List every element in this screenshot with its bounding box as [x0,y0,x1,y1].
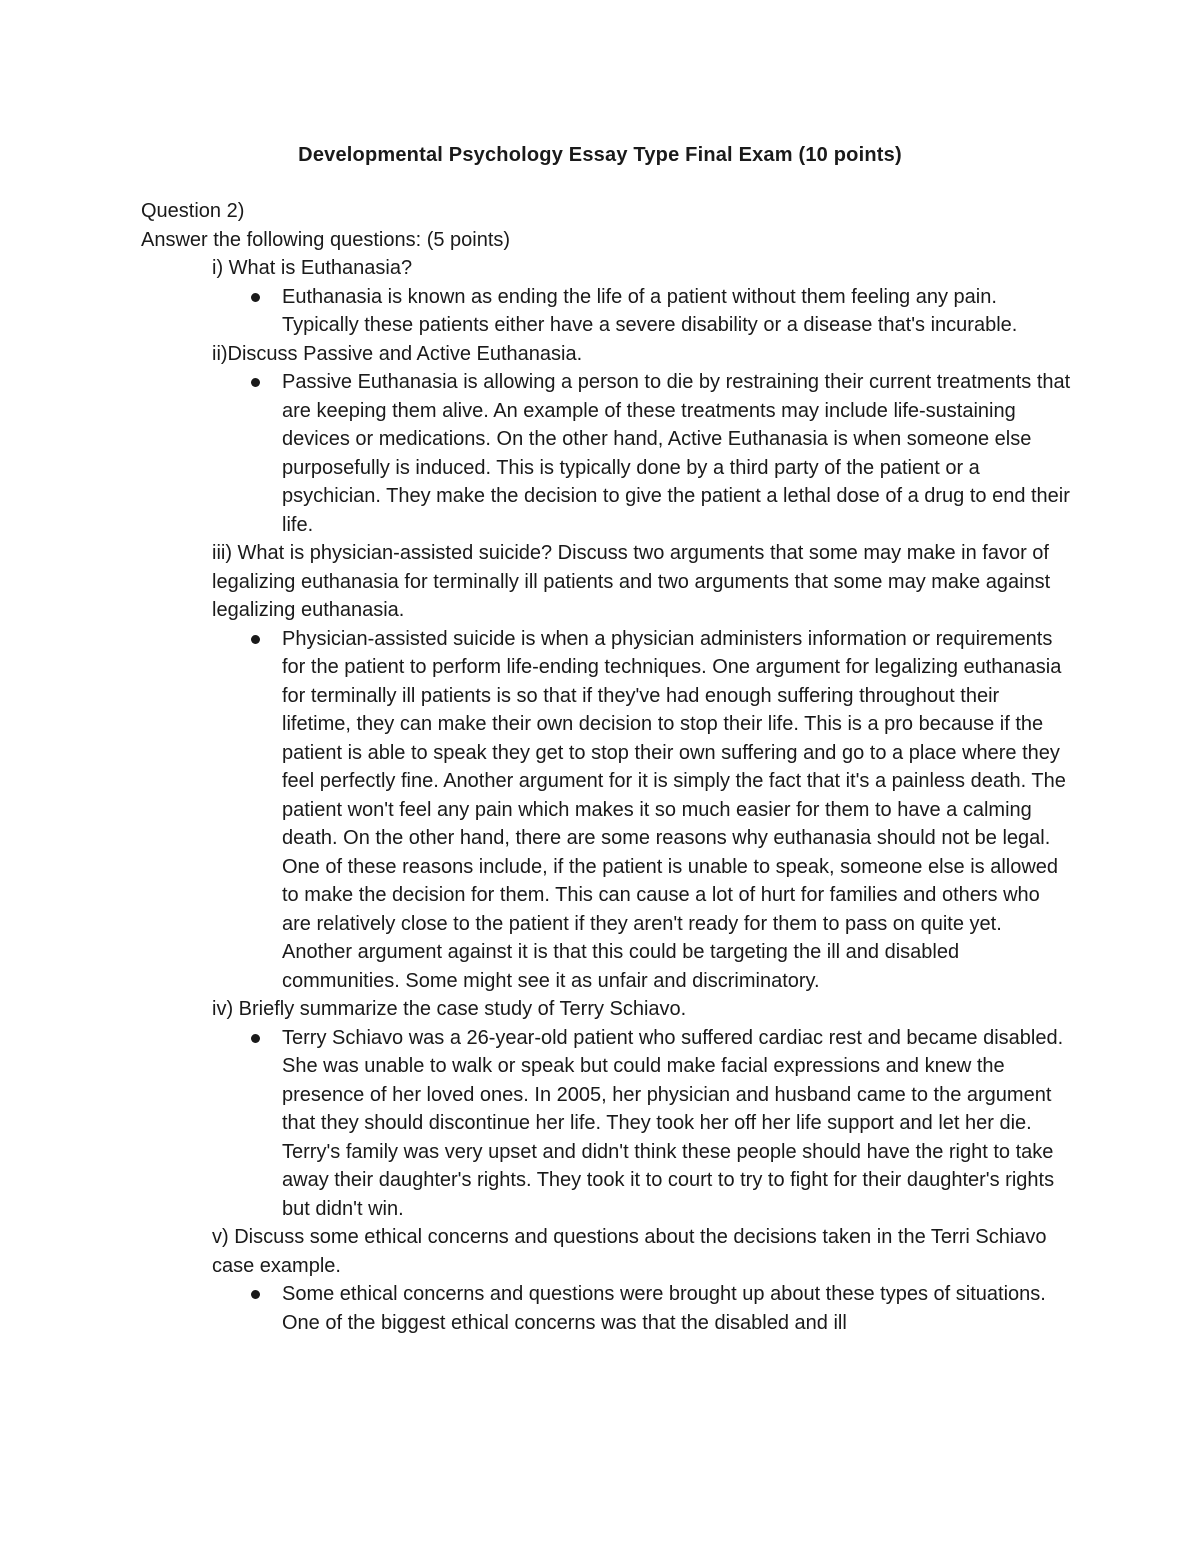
instruction-text: Answer the following questions: (5 points) [141,228,511,251]
answer-4-text: Terry Schiavo was a 26-year-old patient who suffered cardiac rest and became disabled. She was unable to walk or speak but could make facial expressions and knew the presence of her loved ones. In 2005, her physician and husband came to the argument that they should discontinue her life. They took her off her life support and let her die. Terry's family was very upset and didn't think these people should have the right to take away their daughter's rights. They took it to court to try to fight for their daughter's rights but didn't win. [282,1026,1064,1220]
question-5: v) Discuss some ethical concerns and questions about the decisions taken in the Terri Schiavo case example. [212,1226,1047,1277]
answer-3 [141,625,1071,996]
document-body [141,197,1071,1337]
answer-2-text: Passive Euthanasia is allowing a person to die by restraining their current treatments that are keeping them alive. An example of these treatments may include life-sustaining devices or medications. On the other hand, Active Euthanasia is when someone else purposefully is induced. This is typically done by a third party of the patient or a psychician. They make the decision to give the patient a lethal dose of a drug to end their life. [282,371,1071,536]
bullet-icon [251,1290,260,1299]
question-2: ii)Discuss Passive and Active Euthanasia. [212,342,583,365]
answer-1-text: Euthanasia is known as ending the life of a patient without them feeling any pain. Typically these patients either have a severe disability or a disease that's incurable. [282,285,1018,336]
bullet-icon [251,293,260,302]
question-1: i) What is Euthanasia? [212,257,413,279]
answer-3-text: Physician-assisted suicide is when a physician administers information or requirements for the patient to perform life-ending techniques. One argument for legalizing euthanasia for terminally ill patients is so that if they've had enough suffering throughout their lifetime, they can make their own decision to stop their life. This is a pro because if the patient is able to speak they get to stop their own suffering and go to a place where they feel perfectly fine. Another argument for it is simply the fact that it's a painless death. The patient won't feel any pain which makes it so much easier for them to have a calming death. On the other hand, there are some reasons why euthanasia should not be legal. One of these reasons include, if the patient is unable to speak, someone else is allowed to make the decision for them. This can cause a lot of hurt for families and others who are relatively close to the patient if they aren't ready for them to pass on quite yet. Another argument against it is that this could be targeting the ill and disabled communities. Some might see it as unfair and discriminatory. [282,627,1066,992]
bullet-icon [251,1034,260,1043]
answer-4 [141,1024,1071,1224]
answer-1 [141,283,1071,340]
document-title: Developmental Psychology Essay Type Final Exam (10 points) [298,144,902,166]
question-heading: Question 2) [141,200,245,222]
answer-2 [141,368,1071,539]
question-3: iii) What is physician-assisted suicide? Discuss two arguments that some may make in favor of legalizing euthanasia for terminally ill patients and two arguments that some may make against legalizing euthanasia. [212,542,1051,621]
bullet-icon [251,378,260,387]
answer-5 [141,1280,1071,1337]
bullet-icon [251,635,260,644]
answer-5-text: Some ethical concerns and questions were brought up about these types of situations. One of the biggest ethical concerns was that the disabled and ill [282,1283,1046,1334]
question-4: iv) Briefly summarize the case study of Terry Schiavo. [212,998,687,1020]
